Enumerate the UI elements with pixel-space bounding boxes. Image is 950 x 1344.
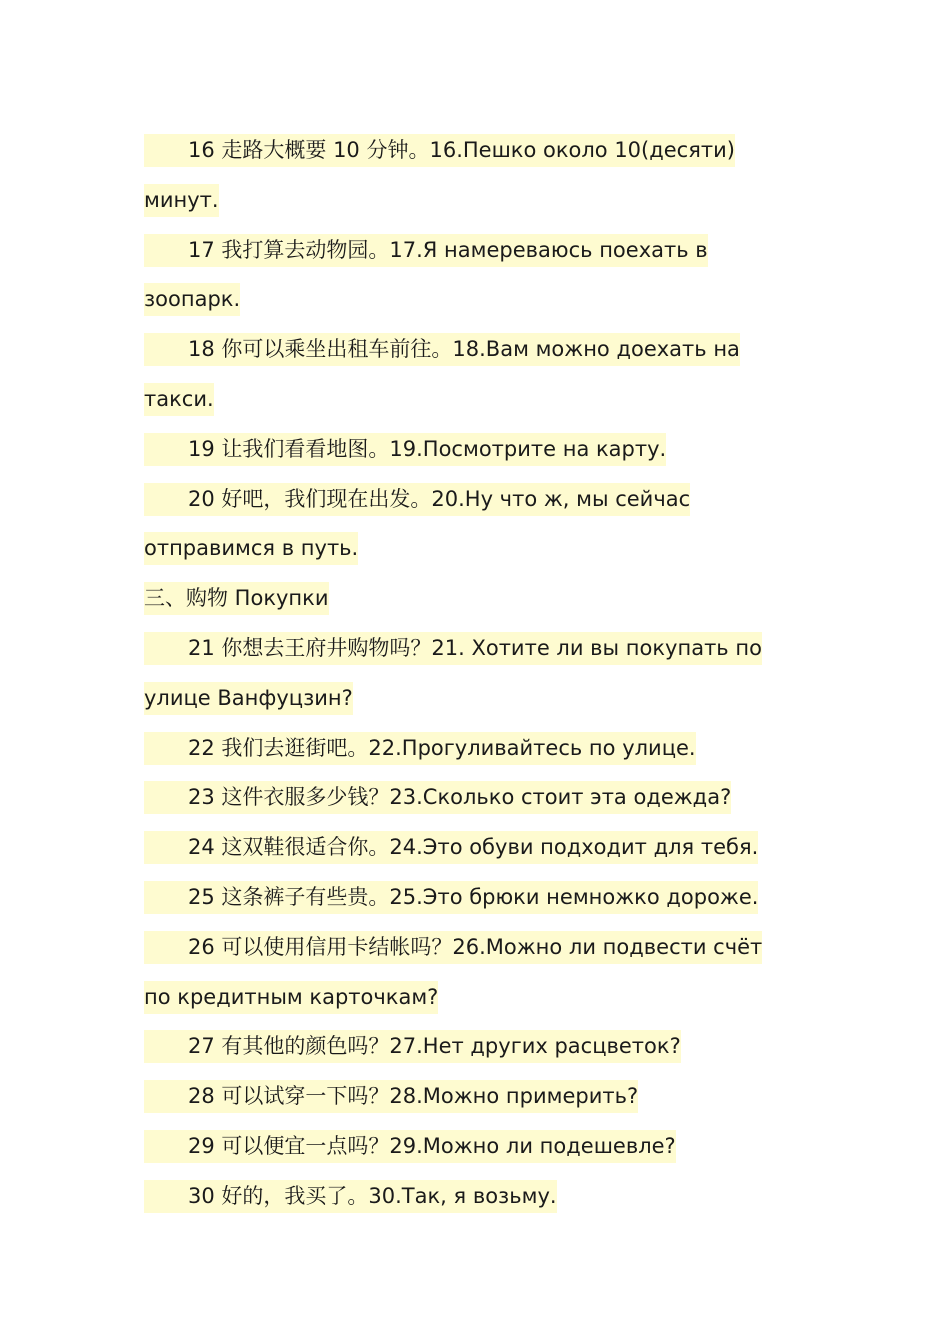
- text-line: [144, 126, 794, 176]
- line-text: 25 这条裤子有些贵。25.Это брюки немножко дороже.: [188, 884, 759, 909]
- section-heading-text: 三、购物 Покупки: [144, 586, 329, 611]
- text-line: [144, 275, 794, 325]
- text-line: [144, 176, 794, 226]
- text-line: [144, 823, 794, 873]
- line-text: 26 可以使用信用卡结帐吗？26.Можно ли подвести счёт: [188, 934, 763, 959]
- text-line: [144, 524, 794, 574]
- line-text: 22 我们去逛街吧。22.Прогуливайтесь по улице.: [188, 735, 696, 760]
- line-text: 20 好吧，我们现在出发。20.Ну что ж, мы сейчас: [188, 486, 691, 511]
- line-text: 23 这件衣服多少钱？23.Сколько стоит эта одежда?: [188, 785, 732, 810]
- line-text: минут.: [144, 187, 219, 212]
- line-text: улице Ванфуцзин?: [144, 685, 353, 710]
- line-text: 29 可以便宜一点吗？29.Можно ли подешевле?: [188, 1133, 676, 1158]
- text-line: [144, 1172, 794, 1222]
- text-line: [144, 1072, 794, 1122]
- line-text: 27 有其他的颜色吗？27.Нет других расцветок?: [188, 1034, 681, 1059]
- text-line: [144, 624, 794, 674]
- text-line: [144, 475, 794, 525]
- text-line: [144, 674, 794, 724]
- text-line: [144, 724, 794, 774]
- line-text: отправимся в путь.: [144, 536, 359, 561]
- line-text: 30 好的，我买了。30.Так, я возьму.: [188, 1183, 557, 1208]
- section-heading: [144, 574, 794, 624]
- line-text: 21 你想去王府井购物吗？21. Хотите ли вы покупать по: [188, 635, 762, 660]
- line-text: 24 这双鞋很适合你。24.Это обуви подходит для тебя.: [188, 835, 759, 860]
- line-text: 17 我打算去动物园。17.Я намереваюсь поехать в: [188, 237, 708, 262]
- text-line: [144, 923, 794, 973]
- document-page: [144, 126, 794, 1222]
- text-line: [144, 425, 794, 475]
- text-line: [144, 226, 794, 276]
- text-line: [144, 873, 794, 923]
- line-text: зоопарк.: [144, 287, 241, 312]
- text-line: [144, 1122, 794, 1172]
- line-text: 28 可以试穿一下吗？28.Можно примерить?: [188, 1084, 639, 1109]
- text-line: [144, 773, 794, 823]
- text-line: [144, 325, 794, 375]
- line-text: 16 走路大概要 10 分钟。16.Пешко около 10(десяти): [188, 138, 735, 162]
- line-text: такси.: [144, 386, 214, 411]
- line-text: 18 你可以乘坐出租车前往。18.Вам можно доехать на: [188, 337, 740, 362]
- text-line: [144, 375, 794, 425]
- text-line: [144, 973, 794, 1023]
- line-text: по кредитным карточкам?: [144, 984, 439, 1009]
- line-text: 19 让我们看看地图。19.Посмотрите на карту.: [188, 436, 667, 461]
- text-line: [144, 1022, 794, 1072]
